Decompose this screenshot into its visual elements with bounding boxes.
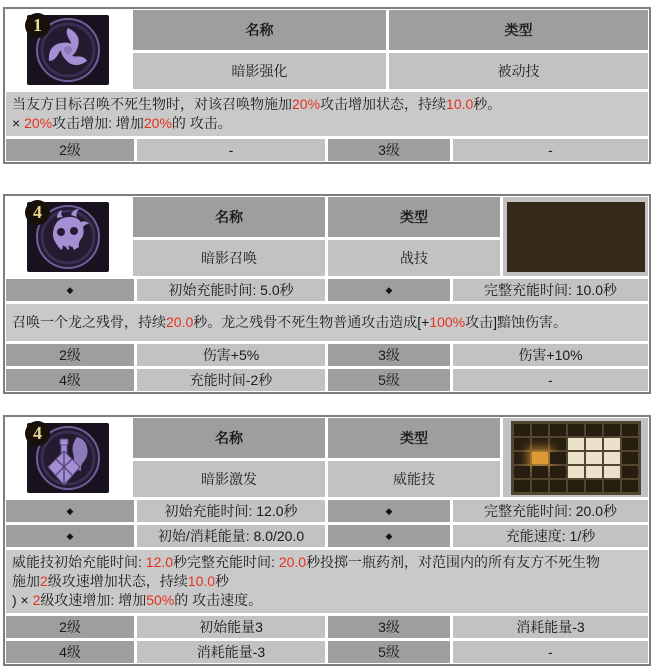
diamond-bullet-icon: ◆ (6, 525, 134, 547)
skill-type: 战技 (328, 240, 500, 276)
type-column-header: 类型 (389, 10, 648, 50)
diamond-bullet-icon: ◆ (328, 279, 450, 301)
level-effect: - (453, 641, 648, 663)
skill-3-icon-cell (6, 418, 130, 497)
level-effects-row (6, 369, 648, 391)
initial-charge-time: 初始充能时间: 5.0秒 (137, 279, 325, 301)
skill-preview-cell (503, 197, 648, 276)
skull-flame-icon (27, 202, 109, 272)
skill-name: 暗影召唤 (133, 240, 325, 276)
charge-stats-row (6, 279, 648, 301)
initial-cost-energy: 初始/消耗能量: 8.0/20.0 (137, 525, 325, 547)
initial-charge-time: 初始充能时间: 12.0秒 (137, 500, 325, 522)
skill-type: 威能技 (328, 461, 500, 497)
level-effects-row (6, 139, 648, 161)
charge-stats-row (6, 500, 648, 522)
name-column-header: 名称 (133, 418, 325, 458)
skill-1-icon-cell (6, 10, 130, 89)
skill-type: 被动技 (389, 53, 648, 89)
bone-swirl-icon (27, 15, 109, 85)
level-effect: - (137, 139, 325, 161)
level-effects-row (6, 344, 648, 366)
charge-speed: 充能速度: 1/秒 (453, 525, 648, 547)
skill-card-3 (3, 415, 651, 666)
skill-description-line: ) × 2级攻速增加: 增加50%的 攻击速度。 (12, 592, 263, 608)
skill-description-line: 召唤一个龙之残骨，持续20.0秒。龙之残骨不死生物普通攻击造成[+100%攻击]黯蚀伤害。 (12, 314, 568, 330)
level-label: 4级 (6, 641, 134, 663)
level-effect: 初始能量3 (137, 616, 325, 638)
skill-description (6, 550, 648, 613)
level-label: 5级 (328, 369, 450, 391)
skill-level-badge: 4 (25, 200, 50, 225)
skill-2-header-grid (6, 197, 648, 276)
skill-name: 暗影激发 (133, 461, 325, 497)
skill-description-line: 当友方目标召唤不死生物时，对该召唤物施加20%攻击增加状态，持续10.0秒。 (12, 96, 502, 112)
level-effect: 消耗能量-3 (453, 616, 648, 638)
level-label: 3级 (328, 139, 450, 161)
level-label: 2级 (6, 344, 134, 366)
level-effect: 伤害+5% (137, 344, 325, 366)
skill-description-line: 施加2级攻速增加状态，持续10.0秒 (12, 573, 230, 589)
level-effect: - (453, 369, 648, 391)
skill-description (6, 92, 648, 136)
full-charge-time: 完整充能时间: 10.0秒 (453, 279, 648, 301)
skill-description-line: 威能技初始充能时间: 12.0秒完整充能时间: 20.0秒投掷一瓶药剂，对范围内的所有友方不死生物 (12, 554, 601, 570)
skill-card-1 (3, 7, 651, 164)
diamond-bullet-icon: ◆ (328, 500, 450, 522)
skill-info-page (0, 7, 654, 667)
skill-range-grid-image (511, 421, 641, 495)
diamond-bullet-icon: ◆ (6, 500, 134, 522)
skill-preview-image (507, 202, 645, 272)
level-label: 3级 (328, 616, 450, 638)
skill-card-2 (3, 194, 651, 394)
level-effect: 消耗能量-3 (137, 641, 325, 663)
type-column-header: 类型 (328, 197, 500, 237)
level-label: 3级 (328, 344, 450, 366)
skill-level-badge: 4 (25, 421, 50, 446)
level-label: 4级 (6, 369, 134, 391)
name-column-header: 名称 (133, 197, 325, 237)
skill-2-icon-cell (6, 197, 130, 276)
level-label: 2级 (6, 616, 134, 638)
full-charge-time: 完整充能时间: 20.0秒 (453, 500, 648, 522)
level-effects-row (6, 616, 648, 638)
skill-level-badge: 1 (25, 13, 50, 38)
diamond-bullet-icon: ◆ (6, 279, 134, 301)
type-column-header: 类型 (328, 418, 500, 458)
potion-flask-icon (27, 423, 109, 493)
level-effect: 伤害+10% (453, 344, 648, 366)
diamond-bullet-icon: ◆ (328, 525, 450, 547)
skill-name: 暗影强化 (133, 53, 386, 89)
level-effect: 充能时间-2秒 (137, 369, 325, 391)
skill-description-line: × 20%攻击增加: 增加20%的 攻击。 (12, 115, 232, 131)
level-label: 5级 (328, 641, 450, 663)
skill-description (6, 304, 648, 341)
skill-range-cell (503, 418, 648, 497)
level-label: 2级 (6, 139, 134, 161)
skill-3-header-grid (6, 418, 648, 497)
name-column-header: 名称 (133, 10, 386, 50)
level-effect: - (453, 139, 648, 161)
energy-stats-row (6, 525, 648, 547)
skill-1-header-grid (6, 10, 648, 89)
